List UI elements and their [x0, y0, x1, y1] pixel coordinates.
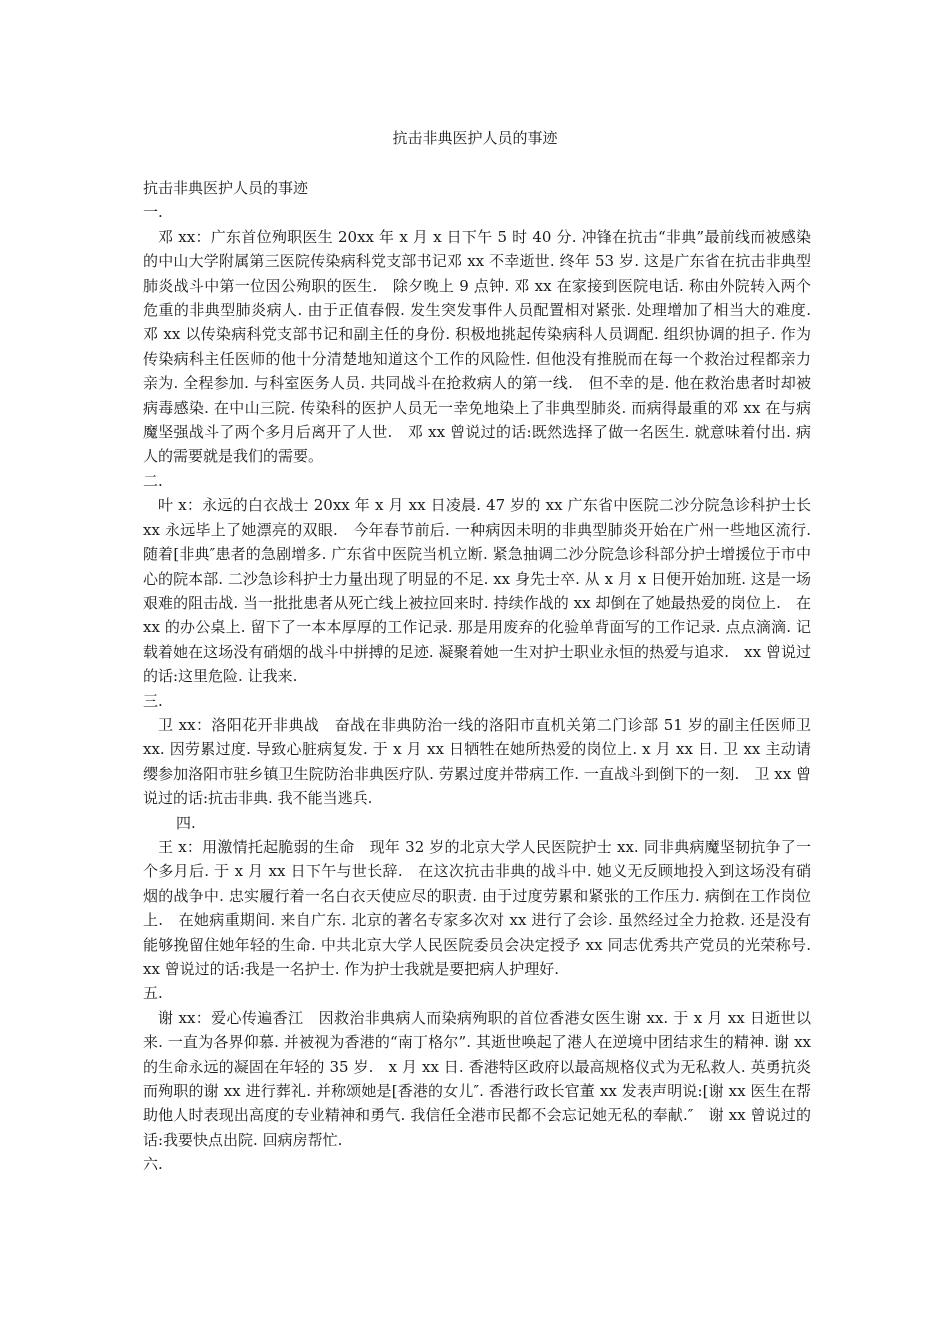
section-number-5: 五.	[143, 984, 163, 1003]
section-paragraph-1: 邓 xx：广东首位殉职医生 20xx 年 x 月 x 日下午 5 时 40 分. 冲锋在抗击“非典”最前线而被感染的中山大学附属第三医院传染病科党支部书记邓 xx 不幸逝世. 终年 53 岁. 这是广东省在抗击非典型肺炎战斗中第一位因公殉职的医生. 除夕晚上 9 点钟. 邓 xx 在家接到医院电话. 称由外院转入两个危重的非典型肺炎病人. 由于正值春假. 发生突发事件人员配置相对紧张. 处理增加了相当大的难度. 邓 xx 以传染病科党支部书记和副主任的身份. 积极地挑起传染病科人员调配. 组织协调的担子. 作为传染病科主任医师的他十分清楚地知道这个工作的风险性. 但他没有推脱而在每一个救治过程都亲力亲为. 全程参加. 与科室医务人员. 共同战斗在抢救病人的第一线. 但不幸的是. 他在救治患者时却被病毒感染. 在中山三院. 传染科的医护人员无一幸免地染上了非典型肺炎. 而病得最重的邓 xx 在与病魔坚强战斗了两个多月后离开了人世. 邓 xx 曾说过的话:既然选择了做一名医生. 就意味着付出. 病人的需要就是我们的需要。	[143, 227, 811, 466]
section-paragraph-5: 谢 xx：爱心传遍香江 因救治非典病人而染病殉职的首位香港女医生谢 xx. 于 x 月 xx 日逝世以来. 一直为各界仰慕. 并被视为香港的“南丁格尔”. 其逝世唤起了港人在逆境中团结求生的精神. 谢 xx 的生命永远的凝固在年轻的 35 岁. x 月 xx 日. 香港特区政府以最高规格仪式为无私救人. 英勇抗炎而殉职的谢 xx 进行葬礼. 并称颂她是[香港的女儿″. 香港行政长官董 xx 发表声明说:[谢 xx 医生在帮助他人时表现出高度的专业精神和勇气. 我信任全港市民都不会忘记她无私的奉献.″ 谢 xx 曾说过的话:我要快点出院. 回病房帮忙.	[143, 1008, 811, 1149]
section-paragraph-3: 卫 xx：洛阳花开非典战 奋战在非典防治一线的洛阳市直机关第二门诊部 51 岁的副主任医师卫 xx. 因劳累过度. 导致心脏病复发. 于 x 月 xx 日牺牲在她所热爱的岗位上. x 月 xx 日. 卫 xx 主动请缨参加洛阳市驻乡镇卫生院防治非典医疗队. 劳累过度并带病工作. 一直战斗到倒下的一刻. 卫 xx 曾说过的话:抗击非典. 我不能当逃兵.	[143, 715, 811, 808]
section-paragraph-2: 叶 x：永远的白衣战士 20xx 年 x 月 xx 日凌晨. 47 岁的 xx 广东省中医院二沙分院急诊科护士长 xx 永远毕上了她漂亮的双眼. 今年春节前后. 一种病因未明的非典型肺炎开始在广州一些地区流行. 随着[非典″患者的急剧增多. 广东省中医院当机立断. 紧急抽调二沙分院急诊科部分护士增援位于市中心的院本部. 二沙急诊科护士力量出现了明显的不足. xx 身先士卒. 从 x 月 x 日便开始加班. 这是一场艰难的阻击战. 当一批批患者从死亡线上被拉回来时. 持续作战的 xx 却倒在了她最热爱的岗位上. 在 xx 的办公桌上. 留下了一本本厚厚的工作记录. 那是用废弃的化验单背面写的工作记录. 点点滴滴. 记载着她在这场没有硝烟的战斗中拼搏的足迹. 凝聚着她一生对护士职业永恒的热爱与追求. xx 曾说过的话:这里危险. 让我来.	[143, 496, 811, 686]
document-title: 抗击非典医护人员的事迹	[392, 129, 558, 147]
section-paragraph-4: 王 x：用激情托起脆弱的生命 现年 32 岁的北京大学人民医院护士 xx. 同非典病魔坚韧抗争了一个多月后. 于 x 月 xx 日下午与世长辞. 在这次抗击非典的战斗中. 她义无反顾地投入到这场没有硝烟的战争中. 忠实履行着一名白衣天使应尽的职责. 由于过度劳累和紧张的工作压力. 病倒在工作岗位上. 在她病重期间. 来自广东. 北京的著名专家多次对 xx 进行了会诊. 虽然经过全力抢救. 还是没有能够挽留住她年轻的生命. 中共北京大学人民医院委员会决定授予 xx 同志优秀共产党员的光荣称号. xx 曾说过的话:我是一名护士. 作为护士我就是要把病人护理好.	[143, 837, 827, 978]
section-number-6: 六.	[143, 1155, 163, 1174]
section-number-4: 四.	[176, 813, 196, 832]
document-body	[143, 176, 827, 1177]
section-number-2: 二.	[143, 471, 163, 490]
document-subtitle: 抗击非典医护人员的事迹	[143, 179, 309, 197]
section-number-1: 一.	[143, 203, 163, 222]
section-number-3: 三.	[143, 691, 163, 710]
